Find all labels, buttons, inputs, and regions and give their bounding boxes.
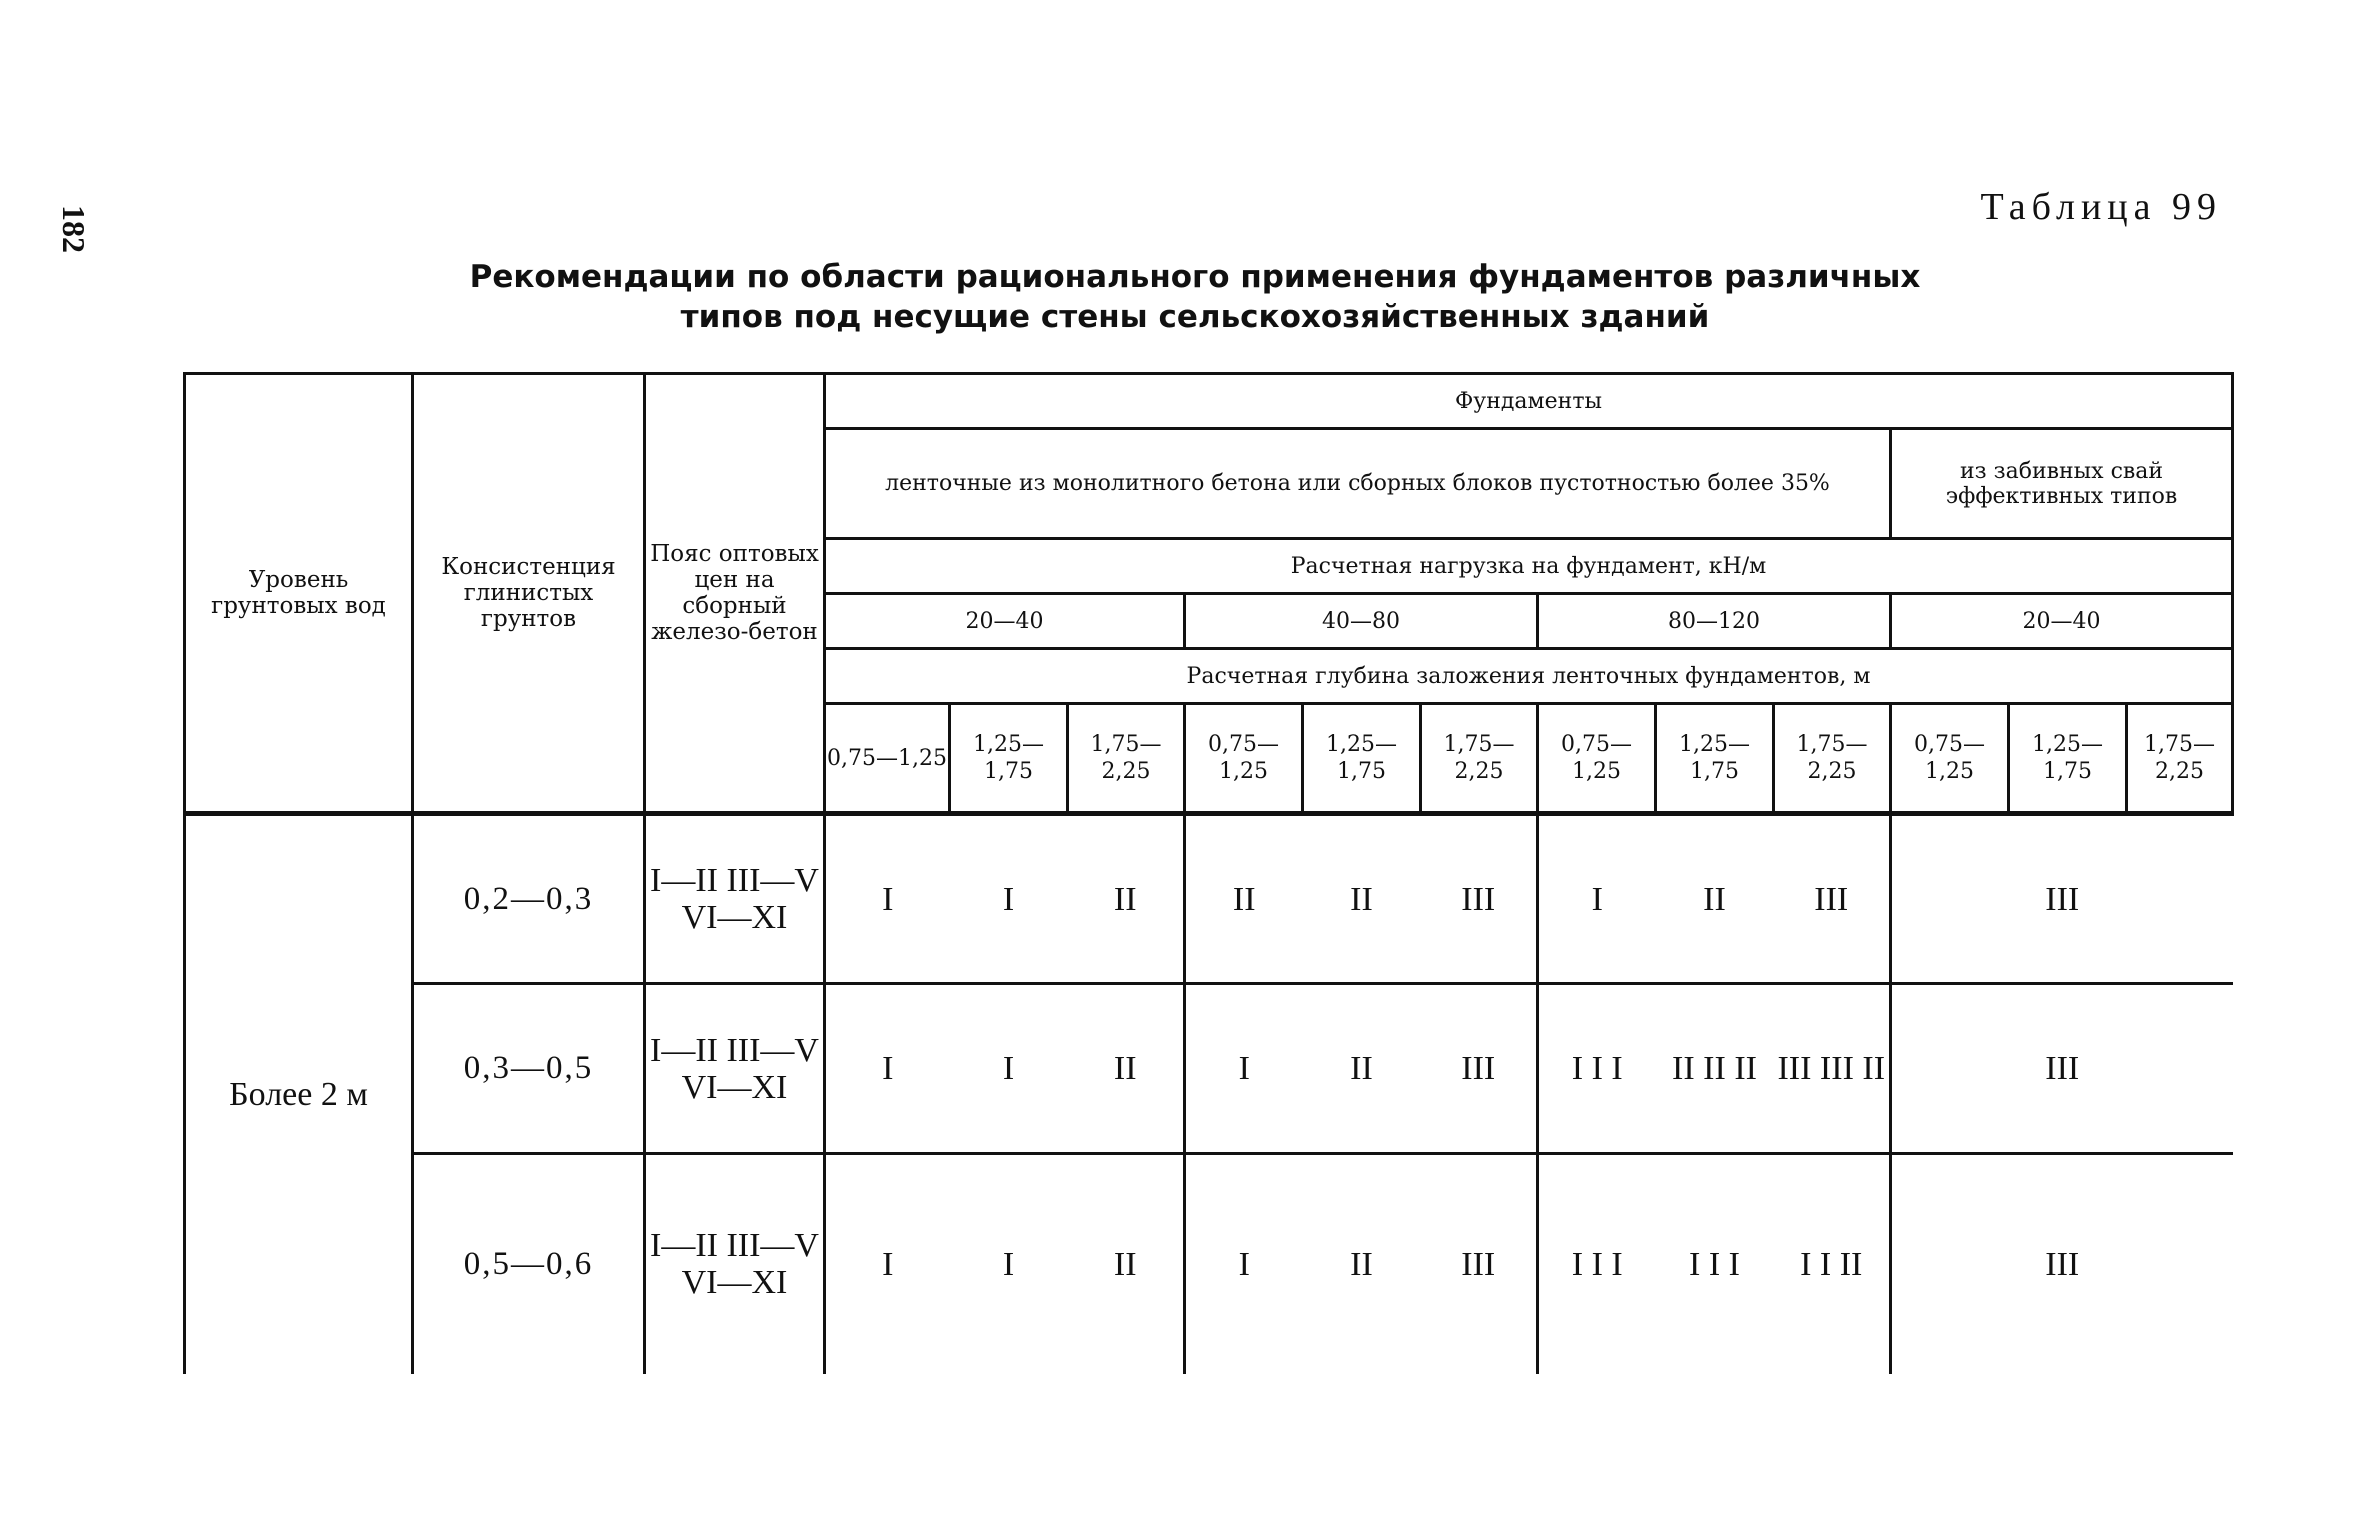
table-cell: I bbox=[1538, 814, 1656, 984]
piles-cell: III bbox=[2045, 1245, 2080, 1283]
depth-range: 1,25—1,75 bbox=[1303, 704, 1421, 814]
table-cell: I bbox=[1002, 1245, 1015, 1283]
piles-cell: III bbox=[1891, 984, 2233, 1154]
table-cell: I bbox=[950, 814, 1068, 984]
table-cell: I I I bbox=[1538, 984, 1656, 1154]
consistency-value: 0,3—0,5 bbox=[413, 984, 645, 1154]
depth-range: 1,75—2,25 bbox=[1774, 704, 1891, 814]
table-cell: II bbox=[1068, 1154, 1185, 1374]
table-cell: I bbox=[825, 814, 950, 984]
load-range-2: 40—80 bbox=[1185, 594, 1538, 649]
table-cell: II bbox=[1303, 984, 1421, 1154]
table-cell: III bbox=[1421, 814, 1538, 984]
page-number: 182 bbox=[56, 205, 92, 253]
depth-range: 1,75—2,25 bbox=[1068, 704, 1185, 814]
price-belt-value: I—II III—V VI—XI bbox=[645, 1154, 825, 1374]
depth-range: 0,75—1,25 bbox=[1891, 704, 2009, 814]
table-cell: I I I bbox=[1689, 1245, 1740, 1283]
table-cell: II bbox=[1068, 814, 1185, 984]
price-belt-value: I—II III—V VI—XI bbox=[645, 984, 825, 1154]
load-range-4: 20—40 bbox=[1891, 594, 2233, 649]
depth-range: 1,25—1,75 bbox=[2009, 704, 2127, 814]
table-cell: I I II bbox=[1774, 1154, 1891, 1374]
header-load: Расчетная нагрузка на фундамент, кН/м bbox=[825, 539, 2233, 594]
depth-range: 1,25—1,75 bbox=[1656, 704, 1774, 814]
depth-range: 0,75—1,25 bbox=[1185, 704, 1303, 814]
table-cell: II bbox=[1185, 814, 1303, 984]
header-strip: ленточные из монолитного бетона или сборных блоков пустотностью более 35% bbox=[825, 429, 1891, 539]
table-cell: II bbox=[1350, 1245, 1373, 1283]
depth-range: 1,25—1,75 bbox=[950, 704, 1068, 814]
depth-range: 1,75—2,25 bbox=[2127, 704, 2233, 814]
table-title bbox=[420, 257, 1970, 337]
groundwater-level-value: Более 2 м bbox=[185, 814, 413, 1374]
title-line-2: типов под несущие стены сельскохозяйственных зданий bbox=[680, 299, 1710, 335]
table-cell: I bbox=[882, 1245, 894, 1283]
table-cell: III bbox=[1421, 1154, 1538, 1374]
load-range-1: 20—40 bbox=[825, 594, 1185, 649]
table-cell: III bbox=[1774, 814, 1891, 984]
header-piles: из забивных свай эффективных типов bbox=[1891, 429, 2233, 539]
table-cell: II bbox=[1068, 984, 1185, 1154]
header-foundations: Фундаменты bbox=[825, 374, 2233, 429]
table-cell: III III II bbox=[1774, 984, 1891, 1154]
table-cell: I bbox=[950, 984, 1068, 1154]
table-row bbox=[185, 1154, 2233, 1374]
depth-range: 0,75—1,25 bbox=[1538, 704, 1656, 814]
title-line-1: Рекомендации по области рационального применения фундаментов различных bbox=[469, 259, 1921, 295]
price-belt-value: I—II III—V VI—XI bbox=[645, 814, 825, 984]
consistency-value: 0,5—0,6 bbox=[413, 1154, 645, 1374]
table-cell: I bbox=[825, 984, 950, 1154]
table-row bbox=[185, 984, 2233, 1154]
table-cell: III bbox=[1421, 984, 1538, 1154]
table-cell: II bbox=[1303, 814, 1421, 984]
table-row bbox=[185, 814, 2233, 984]
table-cell: I bbox=[1185, 984, 1303, 1154]
load-range-3: 80—120 bbox=[1538, 594, 1891, 649]
table-cell: II II II bbox=[1656, 984, 1774, 1154]
foundation-table bbox=[183, 372, 2234, 1374]
table-cell: I bbox=[1238, 1245, 1250, 1283]
header-belt: Пояс оптовых цен на сборный железо-бетон bbox=[645, 374, 825, 814]
consistency-value: 0,2—0,3 bbox=[413, 814, 645, 984]
header-level: Уровень грунтовых вод bbox=[185, 374, 413, 814]
table-cell: I I I bbox=[1571, 1245, 1623, 1283]
depth-range: 1,75—2,25 bbox=[1421, 704, 1538, 814]
piles-cell: III bbox=[1891, 814, 2233, 984]
table-cell: II bbox=[1656, 814, 1774, 984]
header-consistency: Консистенция глинистых грунтов bbox=[413, 374, 645, 814]
table-label: Таблица 99 bbox=[1980, 186, 2222, 228]
header-depth: Расчетная глубина заложения ленточных фундаментов, м bbox=[825, 649, 2233, 704]
depth-range: 0,75—1,25 bbox=[825, 704, 950, 814]
